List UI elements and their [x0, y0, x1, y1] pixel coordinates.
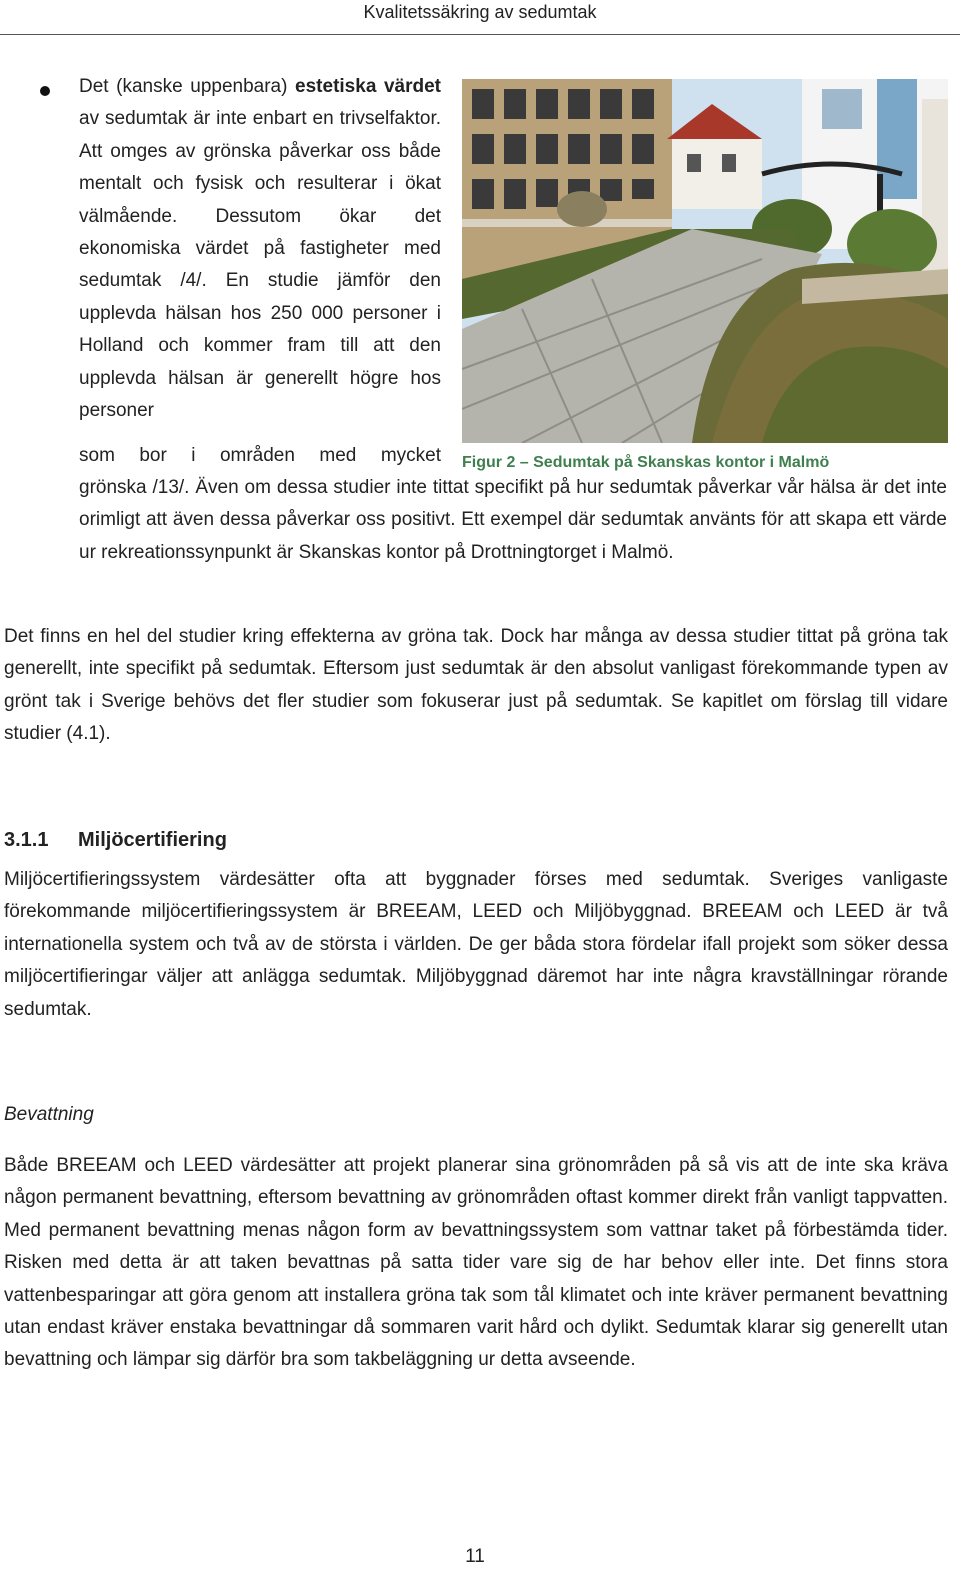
paragraph-irrigation: Både BREEAM och LEED värdesätter att projekt planerar sina grönområden på så vis att de inte ska kräva någon permanent bevattning, eftersom bevattning av grönområden oftast kommer direkt från vanligt tappvatten. Med permanent bevattning menas någon form av bevattningssystem som vattnar taket på förbestämda tider. Risken med detta är att taken bevattnas på satta tider vare sig de har behov eller inte. Det finns stora vattenbesparingar att göra genom att installera gröna tak som tål klimatet och inte kräver permanent bevattning utan endast kräver enstaka bevattningar då sommaren varit hård och dylikt. Sedumtak klarar sig generellt utan bevattning och lämpar sig därför bra som takbeläggning ur detta avseende. [4, 1155, 948, 1371]
figure-caption: Figur 2 – Sedumtak på Skanskas kontor i Malmö [462, 454, 830, 471]
bullet-continuation: grönska /13/. Även om dessa studier inte tittat specifikt på hur sedumtak påverkar vår hälsa är det inte orimligt att även dessa påverkar oss positivt. Ett exempel där sedumtak använts för att skapa ett värde ur rekreationssynpunkt är Skanskas kontor på Drottningtorget i Malmö. [79, 477, 947, 563]
bullet-text-rest: av sedumtak är inte enbart en trivselfaktor. Att omges av grönska påverkar oss både mentalt och fysisk och resulterar i ökat välmående. Dessutom ökar det ekonomiska värdet på fastigheter med sedumtak /4/. En studie jämför den upplevda hälsan hos 250 000 personer i Holland och kommer fram till att den upplevda hälsan är generellt högre hos personer [79, 108, 441, 422]
bullet-bold-term: estetiska värdet [295, 76, 441, 97]
header-title: Kvalitetssäkring av sedumtak [363, 2, 597, 22]
section-heading [4, 824, 227, 856]
bullet-text-column [79, 71, 441, 427]
page-header [0, 0, 960, 35]
bullet-tail-line: som bor i områden med mycket [79, 445, 441, 466]
section-number: 3.1.1 [4, 829, 49, 851]
paragraph-studies: Det finns en hel del studier kring effekterna av gröna tak. Dock har många av dessa studier tittat på gröna tak generellt, inte specifikt på sedumtak. Eftersom just sedumtak är den absolut vanligast förekommande typen av grönt tak i Sverige behövs det fler studier som fokuserar just på sedumtak. Se kapitlet om förslag till vidare studier (4.1). [4, 626, 948, 745]
subsection-heading: Bevattning [4, 1104, 94, 1125]
bullet-marker [40, 86, 50, 96]
paragraph-certification: Miljöcertifieringssystem värdesätter ofta att byggnader förses med sedumtak. Sveriges vanligaste förekommande miljöcertifieringssystem är BREEAM, LEED och Miljöbyggnad. BREEAM och LEED är två internationella system och två av de största i världen. De ger båda stora fördelar ifall projekt som söker dessa miljöcertifieringar väljer att anlägga sedumtak. Miljöbyggnad däremot har inte några kravställningar rörande sedumtak. [4, 869, 948, 1020]
section-title: Miljöcertifiering [78, 829, 227, 851]
courtyard-photo-illustration [462, 79, 948, 443]
bullet-text-start: Det (kanske uppenbara) [79, 76, 296, 97]
figure-photo [462, 79, 948, 443]
page-number: 11 [465, 1546, 485, 1567]
